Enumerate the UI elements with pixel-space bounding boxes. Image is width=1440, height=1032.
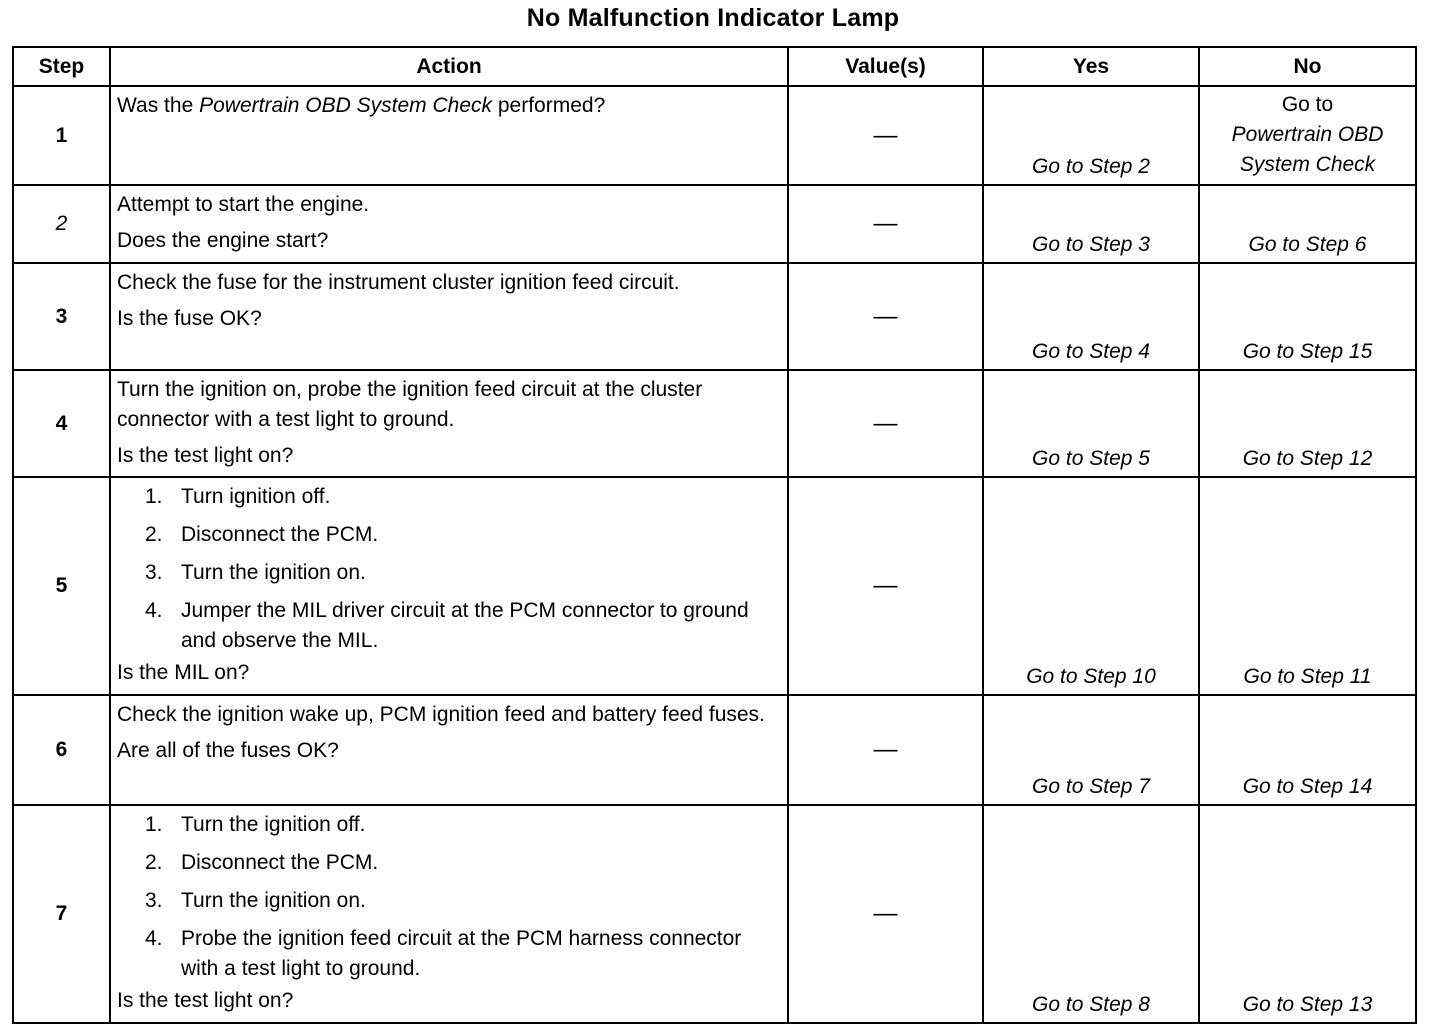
list-item bbox=[145, 596, 781, 656]
yes-cell bbox=[983, 86, 1199, 185]
list-item-number: 2. bbox=[145, 851, 163, 874]
list-item bbox=[145, 886, 781, 916]
no-cell bbox=[1199, 86, 1416, 185]
column-header-values: Value(s) bbox=[788, 47, 983, 86]
action-cell bbox=[110, 805, 788, 1023]
yes-cell bbox=[983, 263, 1199, 370]
list-item-text: Probe the ignition feed circuit at the PCM harness connector with a test light to ground. bbox=[181, 927, 742, 980]
value-cell: — bbox=[788, 185, 983, 263]
table-row bbox=[13, 477, 1416, 695]
yes-goto: Go to Step 10 bbox=[1026, 665, 1156, 688]
diagnostic-table bbox=[12, 46, 1417, 1024]
step-number: 5 bbox=[13, 477, 110, 695]
no-goto: Go to Step 6 bbox=[1248, 233, 1367, 256]
action-text-emphasis: Powertrain OBD System Check bbox=[199, 94, 493, 117]
list-item-text: Turn the ignition on. bbox=[181, 889, 366, 912]
yes-cell bbox=[983, 370, 1199, 477]
no-cell bbox=[1199, 370, 1416, 477]
no-cell bbox=[1199, 695, 1416, 805]
column-header-action: Action bbox=[110, 47, 788, 86]
list-item-number: 1. bbox=[145, 485, 163, 508]
list-item-text: Disconnect the PCM. bbox=[181, 523, 379, 546]
list-item bbox=[145, 810, 781, 840]
value-cell: — bbox=[788, 263, 983, 370]
action-question: Is the MIL on? bbox=[117, 661, 250, 684]
list-item bbox=[145, 924, 781, 984]
yes-cell bbox=[983, 477, 1199, 695]
list-item-text: Turn the ignition off. bbox=[181, 813, 366, 836]
action-cell bbox=[110, 185, 788, 263]
action-text: Check the fuse for the instrument cluster ignition feed circuit. bbox=[117, 271, 680, 294]
list-item-text: Disconnect the PCM. bbox=[181, 851, 379, 874]
step-number: 4 bbox=[13, 370, 110, 477]
yes-cell bbox=[983, 185, 1199, 263]
no-goto: Go to Step 14 bbox=[1242, 775, 1373, 798]
list-item bbox=[145, 520, 781, 550]
step-number: 2 bbox=[13, 185, 110, 263]
table-row bbox=[13, 185, 1416, 263]
action-question: Is the fuse OK? bbox=[117, 307, 262, 330]
step-number: 6 bbox=[13, 695, 110, 805]
yes-cell bbox=[983, 805, 1199, 1023]
action-cell bbox=[110, 477, 788, 695]
no-cell bbox=[1199, 263, 1416, 370]
step-number: 3 bbox=[13, 263, 110, 370]
list-item-number: 4. bbox=[145, 927, 163, 950]
action-text bbox=[117, 91, 781, 121]
action-question: Is the test light on? bbox=[117, 989, 294, 1012]
action-question: Does the engine start? bbox=[117, 229, 329, 252]
list-item-number: 3. bbox=[145, 561, 163, 584]
action-text: Check the ignition wake up, PCM ignition feed and battery feed fuses. bbox=[117, 703, 765, 726]
action-question: Is the test light on? bbox=[117, 444, 294, 467]
list-item-text: Turn ignition off. bbox=[181, 485, 331, 508]
procedure-list bbox=[117, 482, 781, 656]
list-item-number: 2. bbox=[145, 523, 163, 546]
list-item-number: 3. bbox=[145, 889, 163, 912]
list-item bbox=[145, 558, 781, 588]
no-goto-line: Powertrain OBD bbox=[1231, 122, 1384, 146]
list-item-text: Jumper the MIL driver circuit at the PCM connector to ground and observe the MIL. bbox=[181, 599, 749, 652]
list-item-number: 1. bbox=[145, 813, 163, 836]
action-cell bbox=[110, 370, 788, 477]
step-number: 7 bbox=[13, 805, 110, 1023]
no-goto: Go to Step 13 bbox=[1242, 993, 1373, 1016]
no-goto-line: System Check bbox=[1239, 152, 1376, 176]
procedure-list bbox=[117, 810, 781, 984]
value-cell: — bbox=[788, 805, 983, 1023]
column-header-no: No bbox=[1199, 47, 1416, 86]
no-cell bbox=[1199, 805, 1416, 1023]
yes-goto: Go to Step 8 bbox=[1032, 993, 1150, 1016]
no-goto: Go to Step 12 bbox=[1242, 447, 1373, 470]
yes-goto: Go to Step 2 bbox=[1032, 155, 1150, 178]
yes-cell bbox=[983, 695, 1199, 805]
column-header-step: Step bbox=[13, 47, 110, 86]
no-cell bbox=[1199, 477, 1416, 695]
action-cell bbox=[110, 263, 788, 370]
yes-goto: Go to Step 4 bbox=[1032, 340, 1150, 363]
value-cell: — bbox=[788, 86, 983, 185]
action-cell bbox=[110, 695, 788, 805]
list-item bbox=[145, 482, 781, 512]
no-goto-line: Go to bbox=[1281, 92, 1334, 116]
action-text: Attempt to start the engine. bbox=[117, 193, 370, 216]
yes-goto: Go to Step 7 bbox=[1032, 775, 1150, 798]
action-text-part: performed? bbox=[492, 94, 606, 117]
yes-goto: Go to Step 5 bbox=[1032, 447, 1150, 470]
table-row bbox=[13, 263, 1416, 370]
no-cell bbox=[1199, 185, 1416, 263]
action-text: Turn the ignition on, probe the ignition feed circuit at the cluster connector with a test light to ground. bbox=[117, 378, 703, 431]
no-goto: Go to Step 15 bbox=[1242, 340, 1373, 363]
step-number: 1 bbox=[13, 86, 110, 185]
table-row bbox=[13, 805, 1416, 1023]
header-row bbox=[13, 47, 1416, 86]
value-cell: — bbox=[788, 477, 983, 695]
yes-goto: Go to Step 3 bbox=[1032, 233, 1150, 256]
action-text-part: Was the bbox=[117, 94, 200, 117]
list-item bbox=[145, 848, 781, 878]
value-cell: — bbox=[788, 370, 983, 477]
list-item-number: 4. bbox=[145, 599, 163, 622]
list-item-text: Turn the ignition on. bbox=[181, 561, 366, 584]
column-header-yes: Yes bbox=[983, 47, 1199, 86]
action-cell bbox=[110, 86, 788, 185]
page-title: No Malfunction Indicator Lamp bbox=[526, 4, 900, 32]
table-row bbox=[13, 86, 1416, 185]
table-row bbox=[13, 695, 1416, 805]
table-row bbox=[13, 370, 1416, 477]
action-question: Are all of the fuses OK? bbox=[117, 739, 339, 762]
value-cell: — bbox=[788, 695, 983, 805]
no-goto: Go to Step 11 bbox=[1243, 665, 1372, 688]
